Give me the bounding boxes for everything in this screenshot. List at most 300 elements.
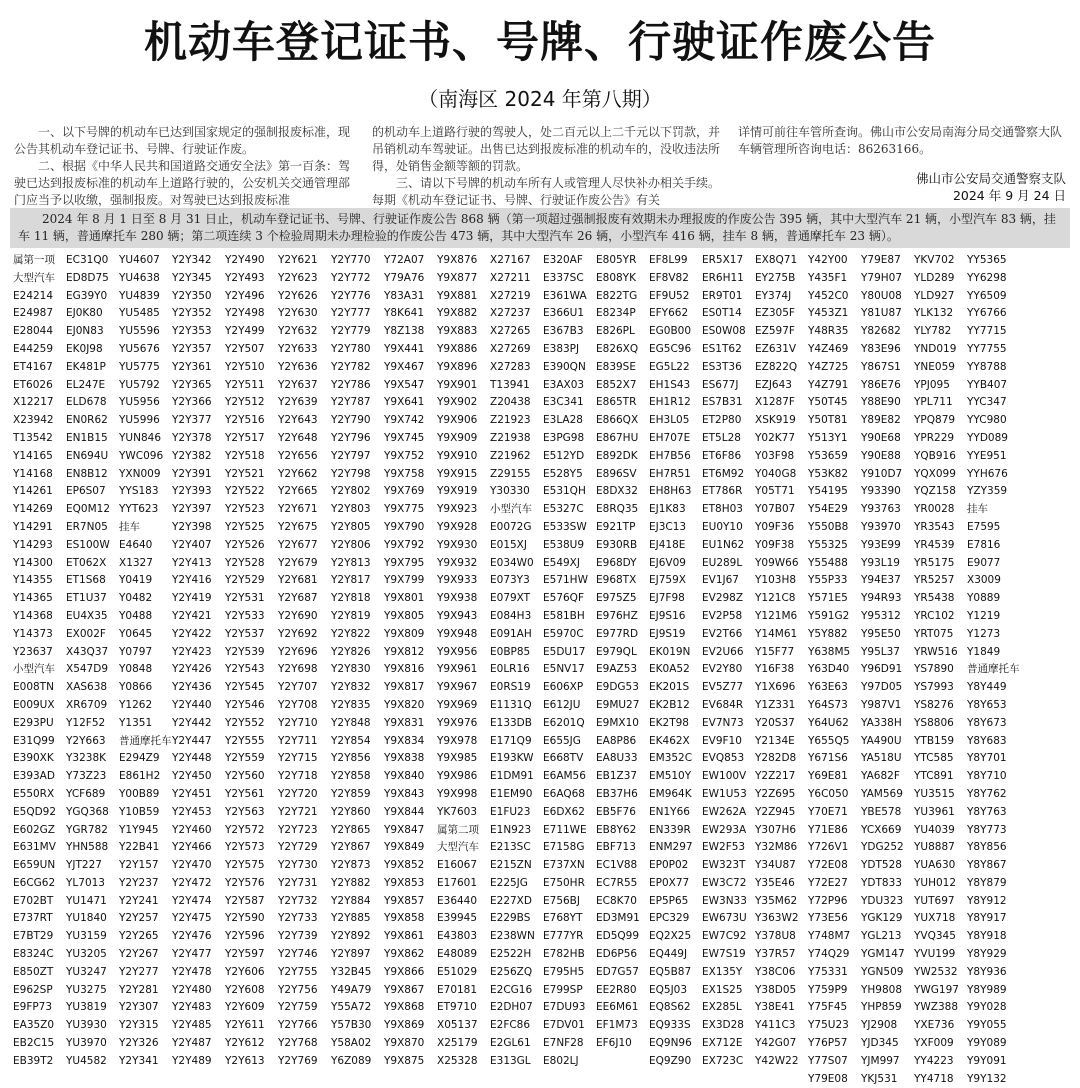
plate-entry: E1N923 bbox=[490, 823, 532, 836]
plate-entry: Y2Y507 bbox=[225, 342, 265, 355]
plate-entry: YU4638 bbox=[119, 271, 160, 284]
plate-entry: E256ZQ bbox=[490, 965, 533, 978]
plate-entry: YU3515 bbox=[914, 787, 955, 800]
plate-entry: EH7R51 bbox=[649, 467, 691, 480]
plate-entry: Y2Y671 bbox=[278, 503, 318, 516]
plate-entry: Y2Y609 bbox=[225, 1001, 265, 1014]
plate-entry: YDU323 bbox=[861, 894, 904, 907]
plate-entry: E2DH07 bbox=[490, 1001, 533, 1014]
plate-entry: EK2T98 bbox=[649, 716, 689, 729]
plate-entry: YJT227 bbox=[66, 859, 102, 872]
plate-entry: X27269 bbox=[490, 342, 531, 355]
plate-entry: Y75F45 bbox=[808, 1001, 848, 1014]
plate-entry: X27167 bbox=[490, 254, 531, 266]
plate-entry: E777YR bbox=[543, 930, 584, 943]
plate-entry: X43Q37 bbox=[66, 645, 109, 658]
plate-entry: Y0645 bbox=[119, 627, 153, 640]
plate-entry: E70181 bbox=[437, 983, 478, 996]
plate-entry: Y2Y802 bbox=[331, 485, 371, 498]
plate-entry: Y2Y470 bbox=[172, 859, 212, 872]
plate-entry: Y8Y773 bbox=[967, 823, 1007, 836]
plate-entry: E756BJ bbox=[543, 894, 580, 907]
plate-entry: EX285L bbox=[702, 1001, 742, 1014]
plate-entry: Y2Y759 bbox=[278, 1001, 318, 1014]
plate-entry: YYD089 bbox=[967, 431, 1008, 444]
plate-entry: Y8Y917 bbox=[967, 912, 1007, 925]
notice-paragraph: 一、以下号牌的机动车已达到国家规定的强制报废标准，现公告其机动车登记证书、号牌、行驶证作废。 bbox=[14, 125, 351, 156]
plate-entry: Y2Y786 bbox=[331, 378, 371, 391]
plate-entry: E8DX32 bbox=[596, 485, 638, 498]
plate-entry: Y88E90 bbox=[861, 396, 901, 409]
plate-entry: E227XD bbox=[490, 894, 532, 907]
plate-entry: EW323T bbox=[702, 859, 746, 872]
plate-entry: YJM997 bbox=[861, 1054, 900, 1067]
plate-entry: Y2Y237 bbox=[119, 876, 159, 889]
plate-entry: X12217 bbox=[13, 396, 54, 409]
plate-entry: E930RB bbox=[596, 538, 638, 551]
plate-entry: EG5C96 bbox=[649, 342, 692, 355]
plate-entry: Y0866 bbox=[119, 681, 153, 694]
plate-entry: Y8Y989 bbox=[967, 983, 1007, 996]
plate-entry: Y2Y393 bbox=[172, 485, 212, 498]
plate-entry: EK462X bbox=[649, 734, 690, 747]
plate-entry: E073Y3 bbox=[490, 574, 530, 587]
plate-entry: Y2Y723 bbox=[278, 823, 318, 836]
plate-entry: EF8V82 bbox=[649, 271, 689, 284]
plate-entry: Y550B8 bbox=[808, 520, 849, 533]
plate-entry: Y6C050 bbox=[808, 787, 849, 800]
plate-entry: Y9X901 bbox=[437, 378, 478, 391]
plate-entry: Y2Y710 bbox=[278, 716, 318, 729]
plate-entry: EN8B12 bbox=[66, 467, 108, 480]
plate-entry: YTC891 bbox=[914, 770, 954, 783]
plate-entry: Y9X857 bbox=[384, 894, 425, 907]
plate-entry: E737RT bbox=[13, 912, 53, 925]
plate-entry: E921TP bbox=[596, 520, 636, 533]
plate-entry: Y2Y766 bbox=[278, 1019, 318, 1032]
plate-entry: YND019 bbox=[914, 342, 957, 355]
plate-entry: YU1471 bbox=[66, 894, 107, 907]
plate-entry: Y35E46 bbox=[755, 876, 795, 889]
plate-entry: Y9X923 bbox=[437, 503, 478, 516]
plate-entry: YR5438 bbox=[914, 592, 955, 605]
plate-entry: E31Q99 bbox=[13, 734, 55, 747]
notice-paragraph: 详情可前往车管所查询。佛山市公安局南海分局交通警察大队车辆管理所咨询电话：86263166。 bbox=[738, 125, 1063, 156]
plate-entry: Y2Y265 bbox=[119, 930, 159, 943]
plate-entry: YR5257 bbox=[914, 574, 955, 587]
plate-entry: EZ597F bbox=[755, 325, 795, 338]
plate-entry: Y591G2 bbox=[808, 609, 850, 622]
plate-entry: ER9T01 bbox=[702, 289, 743, 302]
plate-entry: YQX099 bbox=[914, 467, 956, 480]
plate-entry: Y2Y779 bbox=[331, 325, 371, 338]
plate-entry: E5NV17 bbox=[543, 663, 585, 676]
plate-entry: YU5676 bbox=[119, 342, 160, 355]
plate-entry: E7DV01 bbox=[543, 1019, 585, 1032]
plate-entry: EB5F76 bbox=[596, 805, 636, 818]
plate-entry: ER6H11 bbox=[702, 271, 744, 284]
plate-entry: Y2Y623 bbox=[278, 271, 318, 284]
plate-entry: EL247E bbox=[66, 378, 106, 391]
plate-entry: E9077 bbox=[967, 556, 1001, 569]
plate-entry: E084H3 bbox=[490, 609, 532, 622]
plate-entry: EN0R62 bbox=[66, 414, 108, 427]
plate-entry: EK201S bbox=[649, 681, 690, 694]
plate-entry: Y42W22 bbox=[755, 1054, 799, 1067]
plate-entry: Y2Y884 bbox=[331, 894, 371, 907]
plate-entry: Y55325 bbox=[808, 538, 848, 551]
plate-entry: Y53659 bbox=[808, 449, 848, 462]
plate-entry: Y2Y854 bbox=[331, 734, 371, 747]
plate-entry: EN339R bbox=[649, 823, 691, 836]
plate-entry: Y75331 bbox=[808, 965, 848, 978]
plate-entry: Y90E88 bbox=[861, 449, 901, 462]
plate-entry: E7816 bbox=[967, 538, 1001, 551]
plate-entry: YNE059 bbox=[914, 360, 955, 373]
plate-entry: Y2Y510 bbox=[225, 360, 265, 373]
plate-entry: EQ0M12 bbox=[66, 503, 110, 516]
plate-entry: E24987 bbox=[13, 307, 54, 320]
plate-entry: Y2Y572 bbox=[225, 823, 265, 836]
plate-entry: E750HR bbox=[543, 876, 585, 889]
plate-entry: Y2Y730 bbox=[278, 859, 318, 872]
plate-entry: Y94E37 bbox=[861, 574, 901, 587]
plate-column bbox=[66, 252, 119, 1088]
plate-entry: Y2Y357 bbox=[172, 342, 212, 355]
plate-entry: EK0A52 bbox=[649, 663, 690, 676]
plate-column bbox=[119, 252, 172, 1088]
plate-entry: Y2Z945 bbox=[755, 805, 796, 818]
plate-entry: Y9X843 bbox=[384, 787, 425, 800]
plate-entry: Y2Y559 bbox=[225, 752, 265, 765]
plate-entry: E3PG98 bbox=[543, 431, 585, 444]
plate-entry: YXN009 bbox=[119, 467, 161, 480]
plate-entry: YW2532 bbox=[914, 965, 958, 978]
plate-entry: Y9X915 bbox=[437, 467, 478, 480]
plate-entry: E702BT bbox=[13, 894, 54, 907]
plate-entry: Y38C06 bbox=[755, 965, 796, 978]
plate-entry: YRC102 bbox=[914, 609, 955, 622]
plate-entry: Y2Y518 bbox=[225, 449, 265, 462]
plate-entry: 挂车 bbox=[967, 503, 988, 516]
plate-entry: Y435F1 bbox=[808, 271, 848, 284]
plate-entry: Y2Y472 bbox=[172, 876, 212, 889]
plate-entry: Y34U87 bbox=[755, 859, 796, 872]
plate-entry: E979QL bbox=[596, 645, 637, 658]
plate-entry: Y2Y448 bbox=[172, 752, 212, 765]
plate-entry: Y0797 bbox=[119, 645, 153, 658]
plate-entry: YR4539 bbox=[914, 538, 955, 551]
plate-entry: E839SE bbox=[596, 360, 636, 373]
plate-entry: Y2Y419 bbox=[172, 592, 212, 605]
plate-entry: YHN588 bbox=[66, 841, 109, 854]
plate-entry: YH9808 bbox=[861, 983, 903, 996]
plate-entry: Y2Y450 bbox=[172, 770, 212, 783]
plate-entry: Y2Y421 bbox=[172, 609, 212, 622]
plate-entry: Y2Y361 bbox=[172, 360, 212, 373]
plate-entry: EG5L22 bbox=[649, 360, 690, 373]
plate-entry: E383PJ bbox=[543, 342, 580, 355]
plate-entry: Y655Q5 bbox=[808, 734, 850, 747]
plate-entry: E44259 bbox=[13, 342, 54, 355]
plate-entry: Y2Y575 bbox=[225, 859, 265, 872]
plate-entry: Y14261 bbox=[13, 485, 53, 498]
plate-entry: Y2Y576 bbox=[225, 876, 265, 889]
plate-entry: ES1T62 bbox=[702, 342, 742, 355]
plate-entry: YU3819 bbox=[66, 1001, 107, 1014]
plate-entry: Y90E68 bbox=[861, 431, 901, 444]
plate-entry: XAS638 bbox=[66, 681, 108, 694]
plate-entry: Y726V1 bbox=[808, 841, 849, 854]
plate-entry: Y14269 bbox=[13, 503, 53, 516]
plate-entry: YWC096 bbox=[119, 449, 164, 462]
plate-entry: X27219 bbox=[490, 289, 531, 302]
plate-entry: Y2Y690 bbox=[278, 609, 318, 622]
plate-entry: Y93970 bbox=[861, 520, 901, 533]
plate-entry: Y2Y353 bbox=[172, 325, 212, 338]
plate-entry: Y2Y806 bbox=[331, 538, 371, 551]
plate-entry: Y2Y489 bbox=[172, 1054, 212, 1067]
plate-entry: Y2Y326 bbox=[119, 1037, 159, 1050]
plate-entry: E975Z5 bbox=[596, 592, 637, 605]
plate-entry: X27265 bbox=[490, 325, 531, 338]
plate-entry: E4640 bbox=[119, 538, 153, 551]
plate-entry: EC1V88 bbox=[596, 859, 638, 872]
plate-entry: ES677J bbox=[702, 378, 739, 391]
plate-entry: E3LA28 bbox=[543, 414, 583, 427]
plate-entry: Y2Y675 bbox=[278, 520, 318, 533]
plate-entry: Y513Y1 bbox=[808, 431, 848, 444]
plate-entry: Y22B41 bbox=[119, 841, 160, 854]
plate-entry: Y2Y711 bbox=[278, 734, 318, 747]
plate-entry: Y2Y526 bbox=[225, 538, 265, 551]
plate-entry: YGM147 bbox=[861, 948, 905, 961]
plate-entry: ET062X bbox=[66, 556, 107, 569]
plate-entry: EZ822Q bbox=[755, 360, 798, 373]
plate-entry: E6CG62 bbox=[13, 876, 56, 889]
plate-entry: E17601 bbox=[437, 876, 478, 889]
plate-entry: E7158G bbox=[543, 841, 585, 854]
plate-entry: E768YT bbox=[543, 912, 583, 925]
plate-entry: E6AM56 bbox=[543, 770, 586, 783]
plate-entry: Y2Y533 bbox=[225, 609, 265, 622]
plate-entry: Y9Y028 bbox=[967, 1001, 1007, 1014]
plate-entry: Y2Y487 bbox=[172, 1037, 212, 1050]
plate-entry: Y2Y679 bbox=[278, 556, 318, 569]
plate-entry: Y14165 bbox=[13, 449, 53, 462]
plate-entry: Y2Y391 bbox=[172, 467, 212, 480]
plate-entry: EC7R55 bbox=[596, 876, 638, 889]
plate-entry: Y0488 bbox=[119, 609, 153, 622]
plate-entry: Y2Y826 bbox=[331, 645, 371, 658]
plate-entry: Y103H8 bbox=[755, 574, 797, 587]
plate-entry: Y2Y493 bbox=[225, 271, 265, 284]
page-subtitle: （南海区 2024 年第八期） bbox=[418, 87, 662, 111]
plate-entry: EX135Y bbox=[702, 965, 743, 978]
plate-entry: EU1N62 bbox=[702, 538, 745, 551]
plate-entry: Y2Y817 bbox=[331, 574, 371, 587]
plate-entry: Y2Y772 bbox=[331, 271, 371, 284]
plate-entry: E2GL61 bbox=[490, 1037, 531, 1050]
plate-entry: YR3543 bbox=[914, 520, 955, 533]
plate-entry: Y8Y683 bbox=[967, 734, 1007, 747]
plate-entry: EX8Q71 bbox=[755, 254, 798, 266]
plate-entry: EX1S25 bbox=[702, 983, 743, 996]
plate-entry: E9FP73 bbox=[13, 1001, 53, 1014]
plate-entry: E866QX bbox=[596, 414, 639, 427]
plate-entry: EJ3C13 bbox=[649, 520, 687, 533]
plate-entry: YR5175 bbox=[914, 556, 955, 569]
page-title: 机动车登记证书、号牌、行驶证作废公告 bbox=[144, 18, 936, 68]
plate-entry: Y2Y426 bbox=[172, 663, 212, 676]
plate-entry: EV2U66 bbox=[702, 645, 744, 658]
plate-entry: Y1Y945 bbox=[119, 823, 159, 836]
plate-entry: EV2P58 bbox=[702, 609, 743, 622]
plate-entry: Y2Y819 bbox=[331, 609, 371, 622]
plate-entry: EP0X77 bbox=[649, 876, 690, 889]
plate-entry: Y9X938 bbox=[437, 592, 478, 605]
plate-entry: ET786R bbox=[702, 485, 743, 498]
plate-entry: Y73E56 bbox=[808, 912, 848, 925]
plate-entry: E39945 bbox=[437, 912, 478, 925]
plate-entry: YYH676 bbox=[967, 467, 1008, 480]
plate-entry: Y9X876 bbox=[437, 254, 478, 266]
plate-entry: Y48R35 bbox=[808, 325, 849, 338]
plate-entry: EBF713 bbox=[596, 841, 636, 854]
plate-entry: Y86E76 bbox=[861, 378, 901, 391]
notice-column-1 bbox=[14, 124, 352, 209]
plate-entry: E0RS19 bbox=[490, 681, 531, 694]
plate-entry: YPR229 bbox=[914, 431, 955, 444]
plate-entry: YYC980 bbox=[967, 414, 1007, 427]
plate-entry: E602GZ bbox=[13, 823, 56, 836]
plate-entry: YYT623 bbox=[119, 503, 159, 516]
plate-entry: Y9X986 bbox=[437, 770, 478, 783]
plate-entry: E320AF bbox=[543, 254, 583, 266]
plate-entry: EV1J67 bbox=[702, 574, 739, 587]
plate-entry: YA338H bbox=[861, 716, 902, 729]
plate-entry: Y0889 bbox=[967, 592, 1001, 605]
plate-entry: YU3205 bbox=[66, 948, 107, 961]
plate-entry: E133DB bbox=[490, 716, 532, 729]
plate-entry: YYB407 bbox=[967, 378, 1008, 391]
plate-entry: Y14293 bbox=[13, 538, 53, 551]
plate-entry: EG39Y0 bbox=[66, 289, 108, 302]
plate-entry: Y2Y525 bbox=[225, 520, 265, 533]
plate-entry: Y2Y677 bbox=[278, 538, 318, 551]
plate-entry: Y12F52 bbox=[66, 716, 106, 729]
plate-entry: ED8D75 bbox=[66, 271, 109, 284]
plate-entry: YA682F bbox=[861, 770, 900, 783]
plate-entry: Y571E5 bbox=[808, 592, 848, 605]
plate-entry: EV9F10 bbox=[702, 734, 742, 747]
plate-entry: Y411C3 bbox=[755, 1019, 796, 1032]
plate-entry: Y2Y611 bbox=[225, 1019, 265, 1032]
plate-entry: E361WA bbox=[543, 289, 587, 302]
plate-entry: YU5792 bbox=[119, 378, 160, 391]
plate-entry: Y2Y478 bbox=[172, 965, 212, 978]
plate-entry: EV684R bbox=[702, 698, 744, 711]
plate-entry: ET6026 bbox=[13, 378, 53, 391]
plate-entry: E7NF28 bbox=[543, 1037, 584, 1050]
plate-entry: Y2Y563 bbox=[225, 805, 265, 818]
plate-entry: E808YK bbox=[596, 271, 636, 284]
plate-entry: Y35M62 bbox=[755, 894, 798, 907]
plate-entry: Y9X932 bbox=[437, 556, 478, 569]
plate-entry: Y2Y423 bbox=[172, 645, 212, 658]
plate-entry: Y1849 bbox=[967, 645, 1001, 658]
plate-entry: Y14168 bbox=[13, 467, 53, 480]
plate-entry: Y2Y480 bbox=[172, 983, 212, 996]
plate-entry: E367B3 bbox=[543, 325, 584, 338]
plate-entry: Y1X696 bbox=[755, 681, 796, 694]
plate-entry: Y9X909 bbox=[437, 431, 478, 444]
plate-entry: Y2Y805 bbox=[331, 520, 371, 533]
plate-entry: 挂车 bbox=[119, 520, 140, 533]
plate-entry: Y0419 bbox=[119, 574, 153, 587]
plate-entry: ES100W bbox=[66, 538, 110, 551]
plate-entry: Y9X769 bbox=[384, 485, 425, 498]
plate-entry: EX712E bbox=[702, 1037, 743, 1050]
plate-entry: T13941 bbox=[490, 378, 530, 391]
plate-entry: E079XT bbox=[490, 592, 531, 605]
plate-entry: ET9710 bbox=[437, 1001, 477, 1014]
plate-entry: EM964K bbox=[649, 787, 692, 800]
plate-entry: 大型汽车 bbox=[13, 271, 55, 284]
plate-entry: E7BT29 bbox=[13, 930, 54, 943]
plate-entry: E193KW bbox=[490, 752, 534, 765]
plate-entry: EE2R80 bbox=[596, 983, 637, 996]
plate-entry: XR6709 bbox=[66, 698, 108, 711]
plate-entry: E0BP85 bbox=[490, 645, 531, 658]
plate-entry: Y2Y560 bbox=[225, 770, 265, 783]
plate-entry: Y95312 bbox=[861, 609, 901, 622]
plate-entry: Y9X943 bbox=[437, 609, 478, 622]
plate-entry: EW1U53 bbox=[702, 787, 747, 800]
plate-entry: Y69E81 bbox=[808, 770, 848, 783]
plate-entry: YU5956 bbox=[119, 396, 160, 409]
plate-entry: EW100V bbox=[702, 770, 747, 783]
plate-entry: Y9X758 bbox=[384, 467, 425, 480]
plate-entry: E6AQ68 bbox=[543, 787, 585, 800]
plate-entry: EJ1K83 bbox=[649, 503, 686, 516]
plate-entry: YY4718 bbox=[914, 1072, 954, 1085]
plate-entry: Y9X816 bbox=[384, 663, 425, 676]
plate-entry: Y9X801 bbox=[384, 592, 425, 605]
plate-entry: EH7B56 bbox=[649, 449, 691, 462]
plate-entry: E5970C bbox=[543, 627, 584, 640]
plate-entry: Y2Y539 bbox=[225, 645, 265, 658]
plate-entry: YS7993 bbox=[914, 681, 954, 694]
plate-entry: EQ2X25 bbox=[649, 930, 692, 943]
plate-entry: ES0T14 bbox=[702, 307, 742, 320]
plate-entry: Y95E50 bbox=[861, 627, 901, 640]
plate-entry: Y8Y710 bbox=[967, 770, 1007, 783]
plate-entry: Y2Y436 bbox=[172, 681, 212, 694]
plate-entry: Y2Y873 bbox=[331, 859, 371, 872]
plate-entry: Y2Y341 bbox=[119, 1054, 159, 1067]
plate-entry: E24214 bbox=[13, 289, 54, 302]
plate-entry: Y70E71 bbox=[808, 805, 848, 818]
plate-entry: EQ5B87 bbox=[649, 965, 692, 978]
plate-entry: E2522H bbox=[490, 948, 532, 961]
plate-entry: Y2Y692 bbox=[278, 627, 318, 640]
plate-entry: Y1273 bbox=[967, 627, 1001, 640]
plate-entry: E606XP bbox=[543, 681, 584, 694]
plate-entry: YY6509 bbox=[967, 289, 1007, 302]
plate-entry: Y2Y708 bbox=[278, 698, 318, 711]
plate-entry: Y72A07 bbox=[384, 254, 425, 266]
